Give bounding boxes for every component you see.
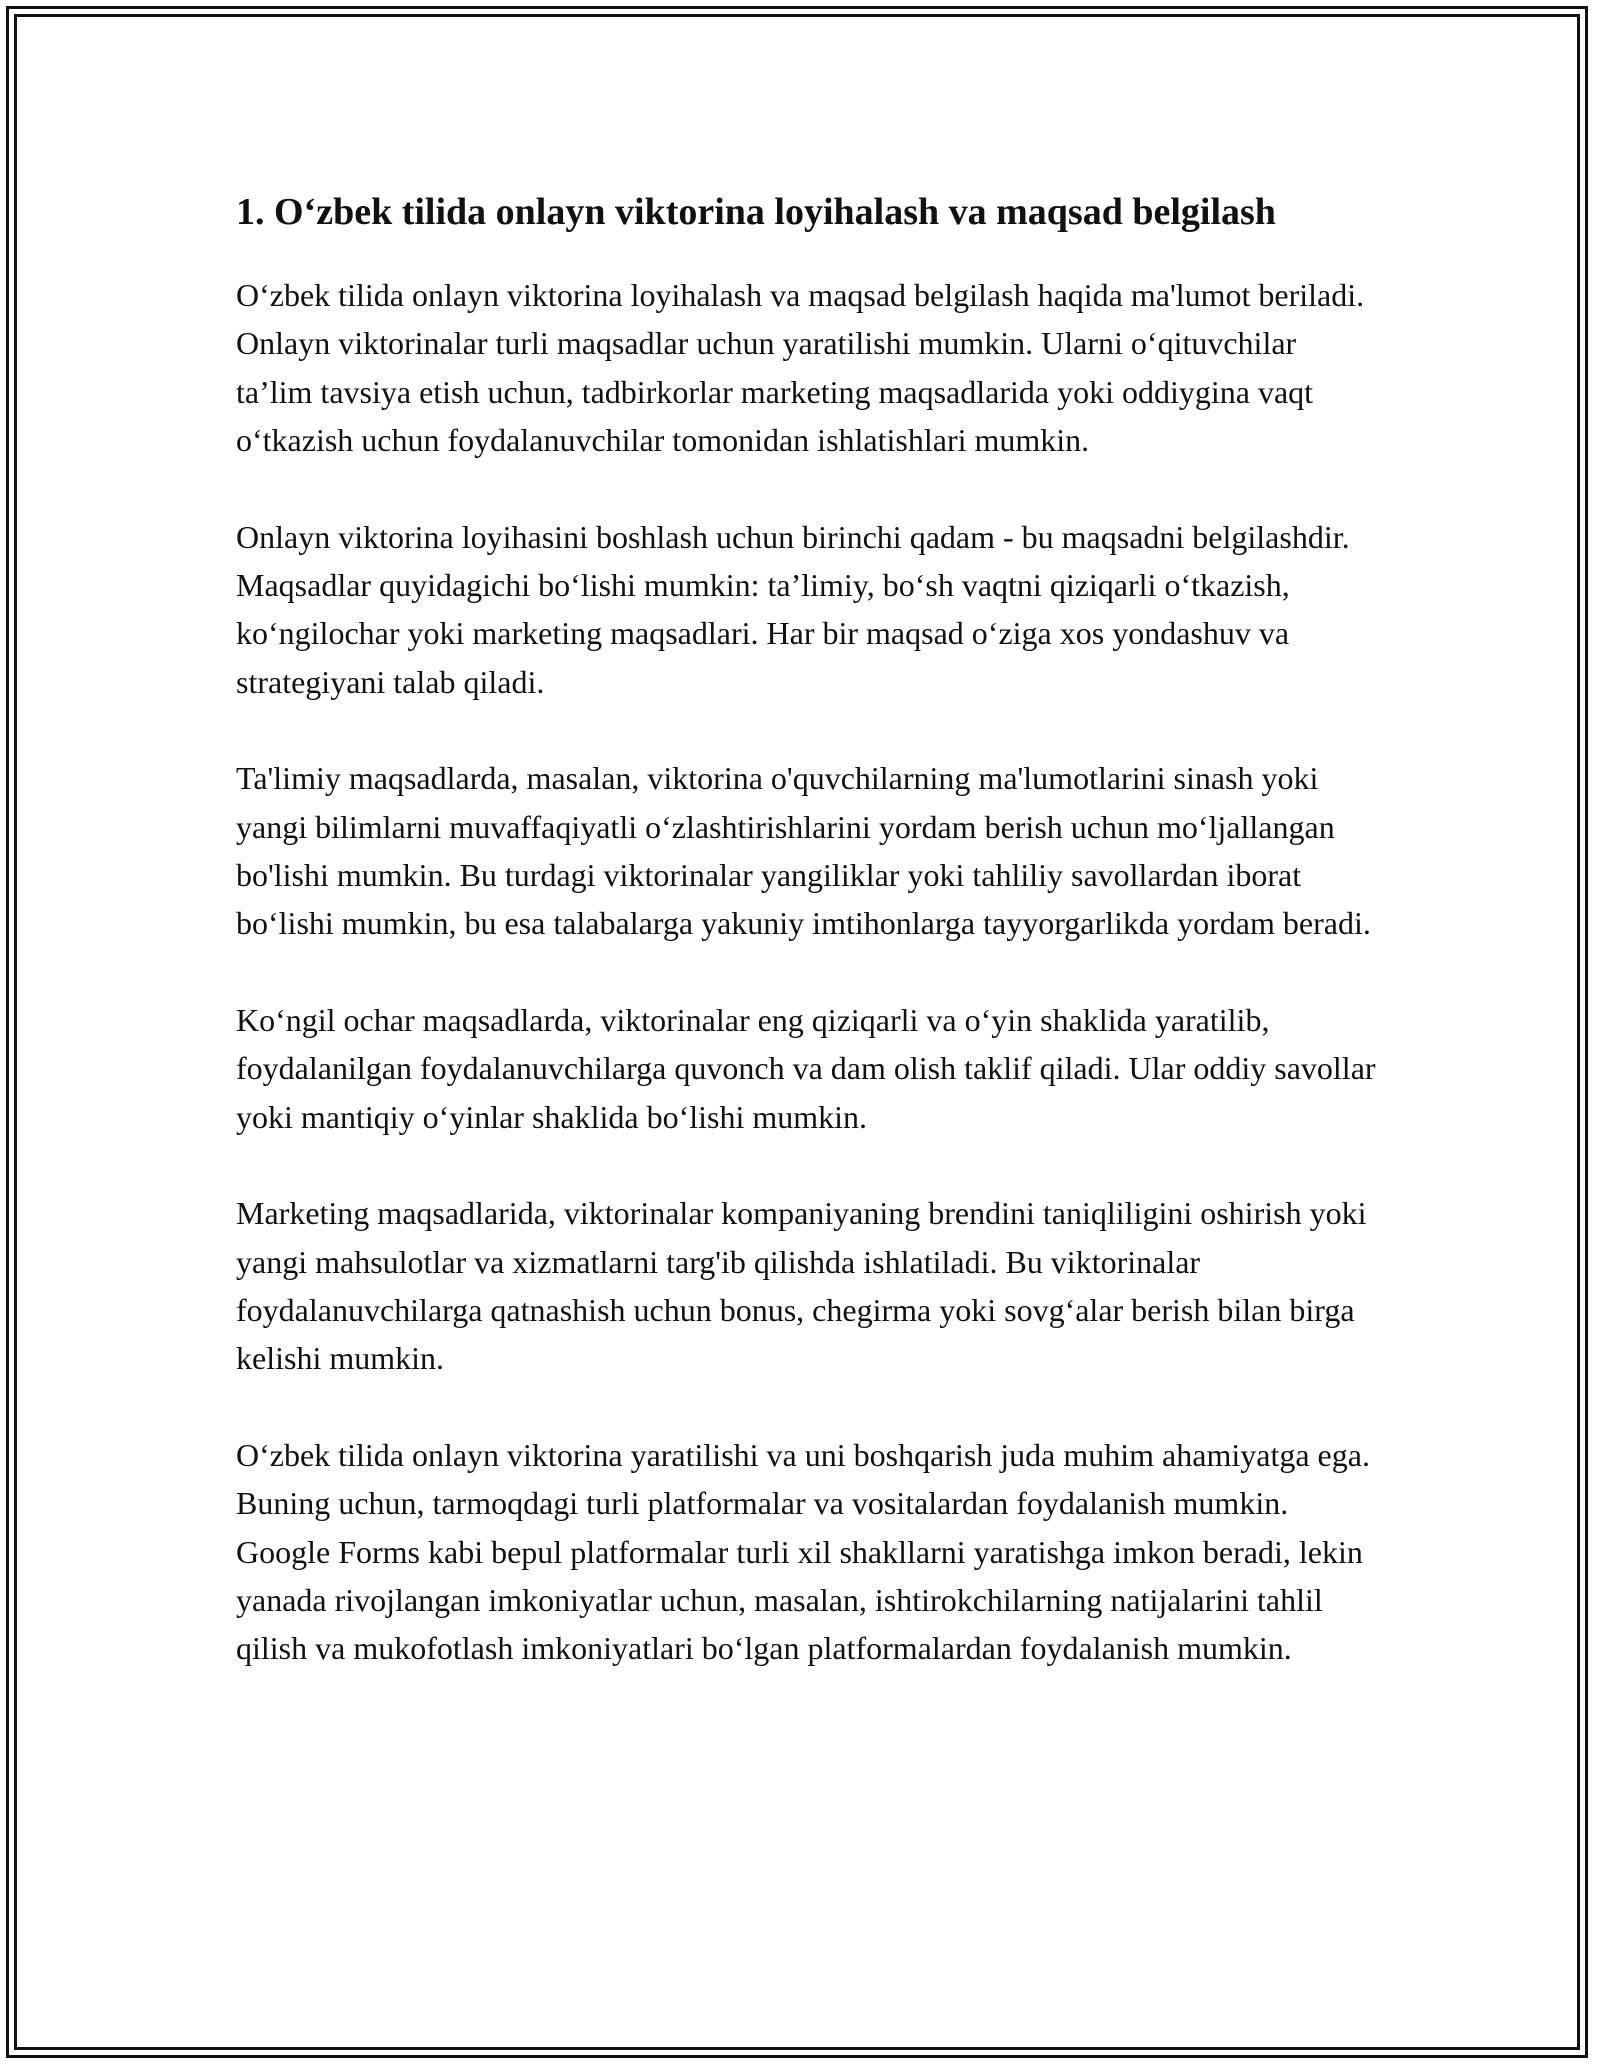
paragraph-entertainment: Ko‘ngil ochar maqsadlarda, viktorinalar eng qiziqarli va o‘yin shaklida yaratilib, foydalanilgan foydalanuvchilarga quvonch va dam olish taklif qiladi. Ular oddiy savollar yoki mantiqiy o‘yinlar shaklida bo‘lishi mumkin. [236, 1001, 1376, 1135]
paragraph-goal-setting: Onlayn viktorina loyihasini boshlash uchun birinchi qadam - bu maqsadni belgilashdir. Maqsadlar quyidagichi bo‘lishi mumkin: ta’limiy, bo‘sh vaqtni qiziqarli o‘tkazish, ko‘ngilochar yoki marketing maqsadlari. Har bir maqsad o‘ziga xos yondashuv va strategiyani talab qiladi. [236, 518, 1350, 700]
paragraph-educational: Ta'limiy maqsadlarda, masalan, viktorina o'quvchilarning ma'lumotlarini sinash yoki yangi bilimlarni muvaffaqiyatli o‘zlashtirishlarini yordam berish uchun mo‘ljallangan bo'lishi mumkin. Bu turdagi viktorinalar yangiliklar yoki tahliliy savollardan iborat bo‘lishi mumkin, bu esa talabalarga yakuniy imtihonlarga tayyorgarlikda yordam beradi. [236, 760, 1371, 942]
paragraph-marketing: Marketing maqsadlarida, viktorinalar kompaniyaning brendini taniqliligini oshirish yoki yangi mahsulotlar va xizmatlarni targ'ib qilishda ishlatiladi. Bu viktorinalar foydalanuvchilarga qatnashish uchun bonus, chegirma yoki sovg‘alar berish bilan birga kelishi mumkin. [236, 1195, 1367, 1377]
document-body [236, 185, 1376, 1721]
paragraph-platforms: O‘zbek tilida onlayn viktorina yaratilishi va uni boshqarish juda muhim ahamiyatga ega. Buning uchun, tarmoqdagi turli platformalar va vositalardan foydalanish mumkin. Google Forms kabi bepul platformalar turli xil shakllarni yaratishga imkon beradi, lekin yanada rivojlangan imkoniyatlar uchun, masalan, ishtirokchilarning natijalarini tahlil qilish va mukofotlash imkoniyatlari bo‘lgan platformalardan foydalanish mumkin. [236, 1436, 1370, 1667]
section-heading: 1. O‘zbek tilida onlayn viktorina loyihalash va maqsad belgilash [236, 191, 1276, 233]
paragraph-intro: O‘zbek tilida onlayn viktorina loyihalash va maqsad belgilash haqida ma'lumot beriladi. Onlayn viktorinalar turli maqsadlar uchun yaratilishi mumkin. Ularni o‘qituvchilar ta’lim tavsiya etish uchun, tadbirkorlar marketing maqsadlarida yoki oddiygina vaqt o‘tkazish uchun foydalanuvchilar tomonidan ishlatishlari mumkin. [236, 277, 1365, 459]
